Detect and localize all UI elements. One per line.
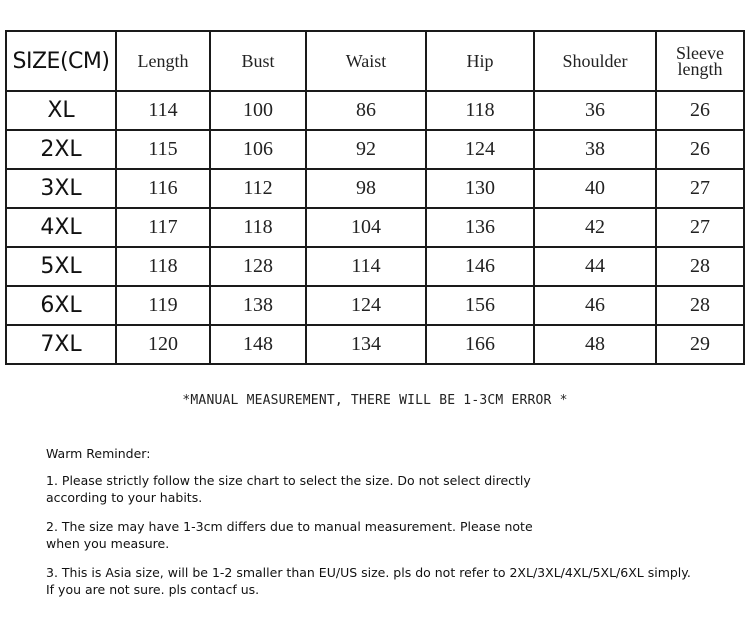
header-sleeve-length — [656, 31, 744, 91]
reminder-line: 2. The size may have 1-3cm differs due to manual measurement. Please note — [46, 519, 533, 534]
cell-waist: 104 — [306, 208, 426, 247]
table-row — [6, 169, 744, 208]
header-size: SIZE(CM) — [6, 31, 116, 91]
cell-bust: 106 — [210, 130, 306, 169]
cell-bust: 112 — [210, 169, 306, 208]
cell-waist: 98 — [306, 169, 426, 208]
cell-sleeve-length: 26 — [656, 130, 744, 169]
table-row — [6, 208, 744, 247]
cell-hip: 124 — [426, 130, 534, 169]
cell-length: 120 — [116, 325, 210, 364]
header-hip: Hip — [426, 31, 534, 91]
cell-waist: 114 — [306, 247, 426, 286]
cell-hip: 146 — [426, 247, 534, 286]
reminder-line: when you measure. — [46, 536, 170, 551]
cell-bust: 128 — [210, 247, 306, 286]
reminder-line: If you are not sure. pls contacf us. — [46, 582, 260, 597]
table-row — [6, 247, 744, 286]
table-row — [6, 325, 744, 364]
table-body — [6, 91, 744, 364]
table-row — [6, 91, 744, 130]
cell-sleeve-length: 28 — [656, 286, 744, 325]
cell-bust: 138 — [210, 286, 306, 325]
cell-hip: 130 — [426, 169, 534, 208]
cell-sleeve-length: 29 — [656, 325, 744, 364]
cell-shoulder: 42 — [534, 208, 656, 247]
cell-waist: 92 — [306, 130, 426, 169]
cell-hip: 156 — [426, 286, 534, 325]
size-label-cell: 5XL — [6, 247, 116, 286]
cell-waist: 134 — [306, 325, 426, 364]
reminder-line: 3. This is Asia size, will be 1-2 smaller than EU/US size. pls do not refer to 2XL/3XL/4XL/5XL/6XL simply. — [46, 565, 691, 580]
table-row — [6, 286, 744, 325]
cell-shoulder: 38 — [534, 130, 656, 169]
cell-length: 118 — [116, 247, 210, 286]
cell-length: 117 — [116, 208, 210, 247]
reminder-line: according to your habits. — [46, 490, 203, 505]
size-chart-table — [5, 30, 745, 365]
cell-shoulder: 36 — [534, 91, 656, 130]
cell-bust: 118 — [210, 208, 306, 247]
cell-length: 114 — [116, 91, 210, 130]
cell-shoulder: 40 — [534, 169, 656, 208]
cell-shoulder: 48 — [534, 325, 656, 364]
cell-sleeve-length: 27 — [656, 169, 744, 208]
cell-sleeve-length: 27 — [656, 208, 744, 247]
reminder-item — [46, 518, 746, 552]
table-header-row — [6, 31, 744, 91]
header-shoulder: Shoulder — [534, 31, 656, 91]
header-sleeve-line-1: Sleeve — [676, 43, 724, 63]
cell-hip: 136 — [426, 208, 534, 247]
size-label-cell: 4XL — [6, 208, 116, 247]
table-row — [6, 130, 744, 169]
cell-bust: 148 — [210, 325, 306, 364]
cell-waist: 86 — [306, 91, 426, 130]
cell-length: 116 — [116, 169, 210, 208]
cell-length: 119 — [116, 286, 210, 325]
cell-sleeve-length: 26 — [656, 91, 744, 130]
cell-bust: 100 — [210, 91, 306, 130]
size-label-cell: 7XL — [6, 325, 116, 364]
header-waist: Waist — [306, 31, 426, 91]
size-label-cell: 2XL — [6, 130, 116, 169]
warm-reminder — [46, 446, 746, 610]
header-sleeve-line-2: length — [677, 59, 723, 79]
header-length: Length — [116, 31, 210, 91]
cell-shoulder: 46 — [534, 286, 656, 325]
reminder-item — [46, 472, 746, 506]
reminder-item — [46, 564, 746, 598]
cell-shoulder: 44 — [534, 247, 656, 286]
size-label-cell: XL — [6, 91, 116, 130]
cell-sleeve-length: 28 — [656, 247, 744, 286]
cell-waist: 124 — [306, 286, 426, 325]
size-label-cell: 6XL — [6, 286, 116, 325]
reminder-line: 1. Please strictly follow the size chart to select the size. Do not select directly — [46, 473, 531, 488]
header-bust: Bust — [210, 31, 306, 91]
measurement-note: *MANUAL MEASUREMENT, THERE WILL BE 1-3CM ERROR * — [182, 393, 568, 408]
cell-hip: 166 — [426, 325, 534, 364]
reminder-title: Warm Reminder: — [46, 446, 151, 461]
cell-length: 115 — [116, 130, 210, 169]
size-label-cell: 3XL — [6, 169, 116, 208]
cell-hip: 118 — [426, 91, 534, 130]
